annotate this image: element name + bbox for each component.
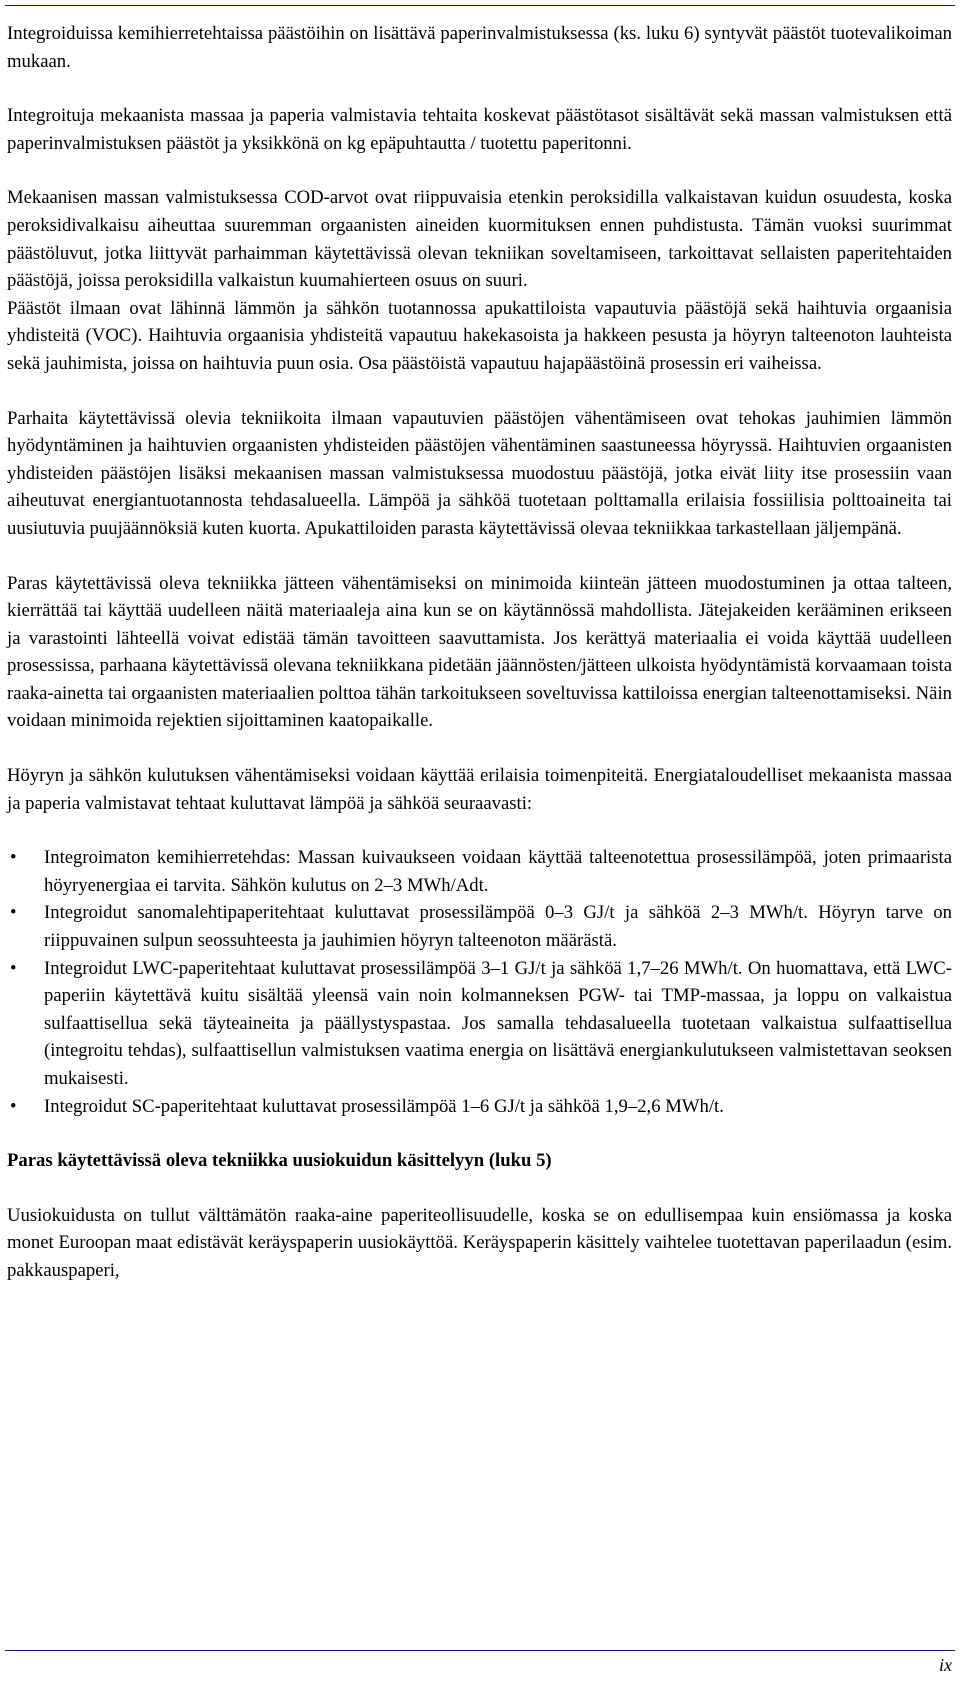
list-item-text: Integroidut SC-paperitehtaat kuluttavat prosessilämpöä 1–6 GJ/t ja sähköä 1,9–2,6 MWh/t. (44, 1095, 724, 1117)
bottom-rule (5, 1650, 955, 1651)
list-item-text: Integroimaton kemihierretehdas: Massan kuivaukseen voidaan käyttää talteenotettua prosessilämpöä, joten primaarista höyryenergiaa ei tarvita. Sähkön kulutus on 2–3 MWh/Adt. (44, 847, 952, 896)
bullet-icon: • (10, 847, 17, 869)
paragraph-integrated-mills: Integroituja mekaanista massaa ja paperia valmistavia tehtaita koskevat päästötasot sisältävät sekä massan valmistuksen että paperinvalmistuksen päästöt ja yksikkönä on kg epäpuhtautta / tuotettu paperitonni. (7, 105, 952, 154)
paragraph-waste-reduction: Paras käytettävissä oleva tekniikka jätteen vähentämiseksi on minimoida kiinteän jätteen muodostuminen ja ottaa talteen, kierrättää tai käyttää uudelleen näitä materiaaleja aina kun se on käytännössä mahdollista. Jätejakeiden kerääminen erikseen ja varastointi lähteellä voivat edistää tämän tavoitteen saavuttamista. Jos kerättyä materiaalia ei voida käyttää uudelleen prosessissa, parhaana käytettävissä olevana tekniikkana pidetään jäännösten/jätteen ulkoista hyödyntämistä korvaamaan toista raaka-ainetta tai orgaanisten materiaalien polttoa tähän tarkoitukseen soveltuvissa kattiloissa energian talteenottamiseksi. Näin voidaan minimoida rejektien sijoittaminen kaatopaikalle. (7, 572, 952, 732)
bullet-icon: • (10, 902, 17, 924)
document-body (7, 20, 952, 1312)
paragraph-energy-consumption: Höyryn ja sähkön kulutuksen vähentämiseksi voidaan käyttää erilaisia toimenpiteitä. Energiataloudelliset mekaanista massaa ja paperia valmistavat tehtaat kuluttavat lämpöä ja sähköä seuraavasti: (7, 765, 952, 814)
list-item (7, 844, 952, 899)
bullet-icon: • (10, 1095, 17, 1117)
list-item-text: Integroidut sanomalehtipaperitehtaat kuluttavat prosessilämpöä 0–3 GJ/t ja sähköä 2–3 MWh/t. Höyryn tarve on riippuvainen sulpun seossuhteesta ja jauhimien höyryn talteenoton määrästä. (44, 902, 952, 952)
list-item-text: Integroidut LWC-paperitehtaat kuluttavat prosessilämpöä 3–1 GJ/t ja sähköä 1,7–26 MWh/t. On huomattava, että LWC-paperiin käytettävä kuitu sisältää yleensä vain noin kolmanneksen PGW- tai TMP-massaa, ja loppu on valkaistua sulfaattisellua sekä täyteaineita ja päällystyspastaa. Jos samalla tehdasalueella tuotetaan valkaistua sulfaattisellua (integroitu tehdas), sulfaattisellun valmistuksen vaatima energia on lisättävä energiankulutukseen valmistettavan seoksen mukaisesti. (44, 957, 952, 1089)
top-rule (5, 5, 955, 6)
paragraph-recycled-fibre: Uusiokuidusta on tullut välttämätön raaka-aine paperiteollisuudelle, koska se on edullisempaa kuin ensiömassa ja koska monet Euroopan maat edistävät keräyspaperin uusiokäyttöä. Keräyspaperin käsittely vaihtelee tuotettavan paperilaadun (esim. pakkauspaperi, (7, 1204, 952, 1281)
paragraph-best-techniques-air: Parhaita käytettävissä olevia tekniikoita ilmaan vapautuvien päästöjen vähentämiseen ovat tehokas jauhimien lämmön hyödyntäminen ja haihtuvien orgaanisten yhdisteiden päästöjen vähentäminen saastuneessa höyryssä. Haihtuvien orgaanisten yhdisteiden päästöjen lisäksi mekaanisen massan valmistuksessa muodostuu päästöjä, jotka eivät liity itse prosessiin vaan aiheutuvat energiantuotannosta tehdasalueella. Lämpöä ja sähköä tuotetaan polttamalla erilaisia fossiilisia polttoaineita tai uusiutuvia puujäännöksiä kuten kuorta. Apukattiloiden parasta käytettävissä olevaa tekniikkaa tarkastellaan jäljempänä. (7, 407, 952, 539)
bullet-icon: • (10, 957, 17, 979)
list-item (7, 955, 952, 1093)
list-item (7, 1093, 952, 1121)
paragraph-cod-values: Mekaanisen massan valmistuksessa COD-arvot ovat riippuvaisia etenkin peroksidilla valkaistavan kuidun osuudesta, koska peroksidivalkaisu aiheuttaa suuremman orgaanisten aineiden kuormituksen ennen puhdistusta. Tämän vuoksi suurimmat päästöluvut, jotka liittyvät parhaimman käytettävissä olevan tekniikan soveltamiseen, tarkoittavat sellaisten paperitehtaiden päästöjä, joissa peroksidilla valkaistun kuumahierteen osuus on suuri. (7, 187, 952, 292)
list-item (7, 899, 952, 954)
paragraph-air-emissions: Päästöt ilmaan ovat lähinnä lämmön ja sähkön tuotannossa apukattiloista vapautuvia päästöjä sekä haihtuvia orgaanisia yhdisteitä (VOC). Haihtuvia orgaanisia yhdisteitä vapautuu hakekasoista ja hakkeen pesusta ja höyryn talteenoton lauhteista sekä jauhimista, joissa on haihtuvia puun osia. Osa päästöistä vapautuu hajapäästöinä prosessin eri vaiheissa. (7, 297, 952, 374)
energy-bullet-list (7, 844, 952, 1120)
section-heading: Paras käytettävissä oleva tekniikka uusiokuidun käsittelyyn (luku 5) (7, 1150, 552, 1172)
paragraph-integrated-ctmp: Integroiduissa kemihierretehtaissa päästöihin on lisättävä paperinvalmistuksessa (ks. luku 6) syntyvät päästöt tuotevalikoiman mukaan. (7, 23, 952, 72)
page-number: ix (939, 1655, 952, 1675)
